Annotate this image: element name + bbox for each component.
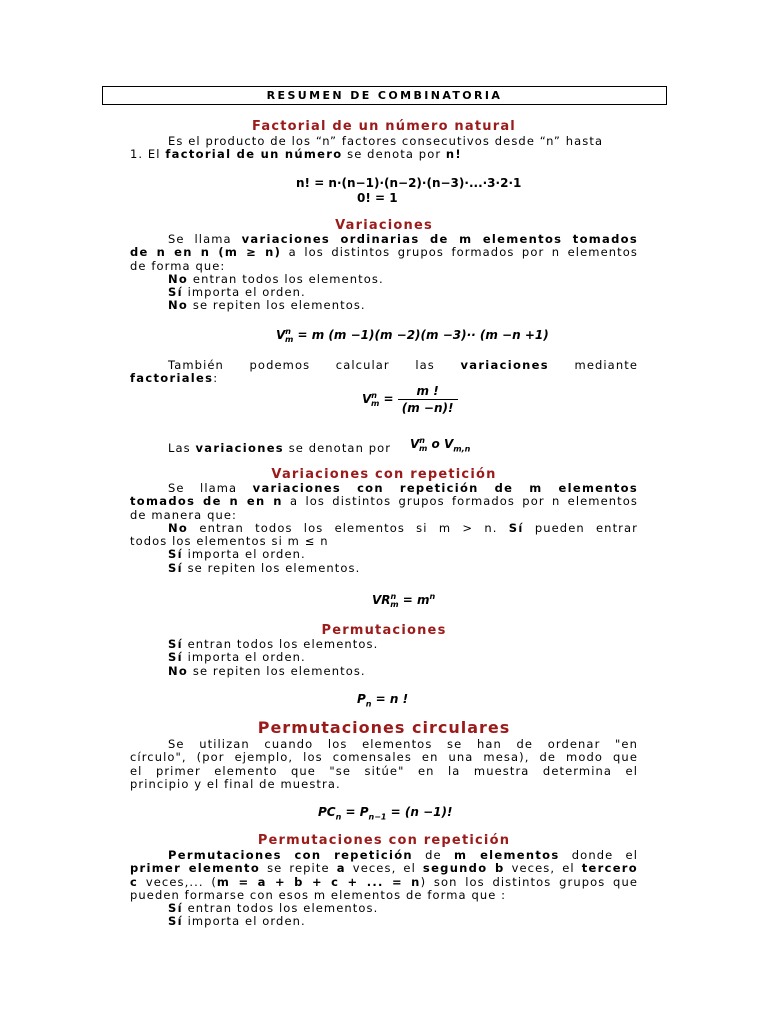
variaciones-repeticion-text: Se llama variaciones con repetición de m elementos tomados de n en n a los distintos grupos formados por n elementos de manera que: No entran todos los elementos si m > n. Sí pueden entrar todos los elementos si m ≤ n Sí importa el orden. Sí se repiten los elementos. <box>130 481 638 575</box>
factorial-formula: n! = n·(n−1)·(n−2)·(n−3)·...·3·2·1 <box>296 176 522 190</box>
variaciones-denota-text: Las variaciones se denotan por <box>168 441 392 455</box>
variaciones-factorial-formula: $V^n_m$ = $\frac{m !}{(m -n)!}$ <box>362 384 458 415</box>
permutaciones-repeticion-text: Permutaciones con repetición de m elementos donde el primer elemento se repite a veces, el segundo b veces, el tercero c veces,... (m = a + b + c + ... = n) son los distintos grupos que pueden formarse con esos m elementos de forma que : Sí entran todos los elementos. Sí importa el orden. <box>130 848 639 929</box>
document-title: RESUMEN DE COMBINATORIA <box>102 86 667 105</box>
permutaciones-circulares-formula: $PC_n = P_{n-1} = (n -1)$! <box>318 805 453 822</box>
variaciones-notation: $V^n_m$ o $V_{m,n}$ <box>410 436 471 454</box>
variaciones-factoriales-text: También podemos calcular las variaciones mediante factoriales: <box>130 358 639 386</box>
heading-permutaciones: Permutaciones <box>321 623 447 638</box>
factorial-text-line1: Es el producto de los “n” factores consecutivos desde “n” hasta <box>168 134 604 148</box>
variaciones-formula: $V^n_m = m$ (m −1)(m −2)(m −3)·· (m −n +1) <box>276 327 549 345</box>
variaciones-repeticion-formula: $VR^n_m = m^n$ <box>372 592 436 610</box>
factorial-text: Es el producto de los “n” factores consecutivos desde “n” hasta 1. El factorial de un número se denota por n! <box>130 134 604 162</box>
heading-permutaciones-circulares: Permutaciones circulares <box>257 718 511 737</box>
heading-factorial: Factorial de un número natural <box>252 119 516 134</box>
permutaciones-circulares-text: Se utilizan cuando los elementos se han de ordenar "en círculo", (por ejemplo, los comensales en una mesa), de modo que el primer elemento que "se sitúe" en la muestra determina el principio y el final de muestra. <box>130 737 638 791</box>
variaciones-text: Se llama variaciones ordinarias de m elementos tomados de n en n (m ≥ n) a los distintos grupos formados por n elementos de forma que: No entran todos los elementos. Sí importa el orden. No se repiten los elementos. <box>130 232 638 313</box>
factorial-zero-formula: 0! = 1 <box>357 191 398 205</box>
heading-variaciones-repeticion: Variaciones con repetición <box>271 467 497 482</box>
permutaciones-formula: $P_n = n$ ! <box>357 692 409 709</box>
heading-permutaciones-repeticion: Permutaciones con repetición <box>257 833 511 848</box>
heading-variaciones: Variaciones <box>335 218 433 233</box>
permutaciones-text: Sí entran todos los elementos. Sí importa el orden. No se repiten los elementos. <box>168 637 379 678</box>
